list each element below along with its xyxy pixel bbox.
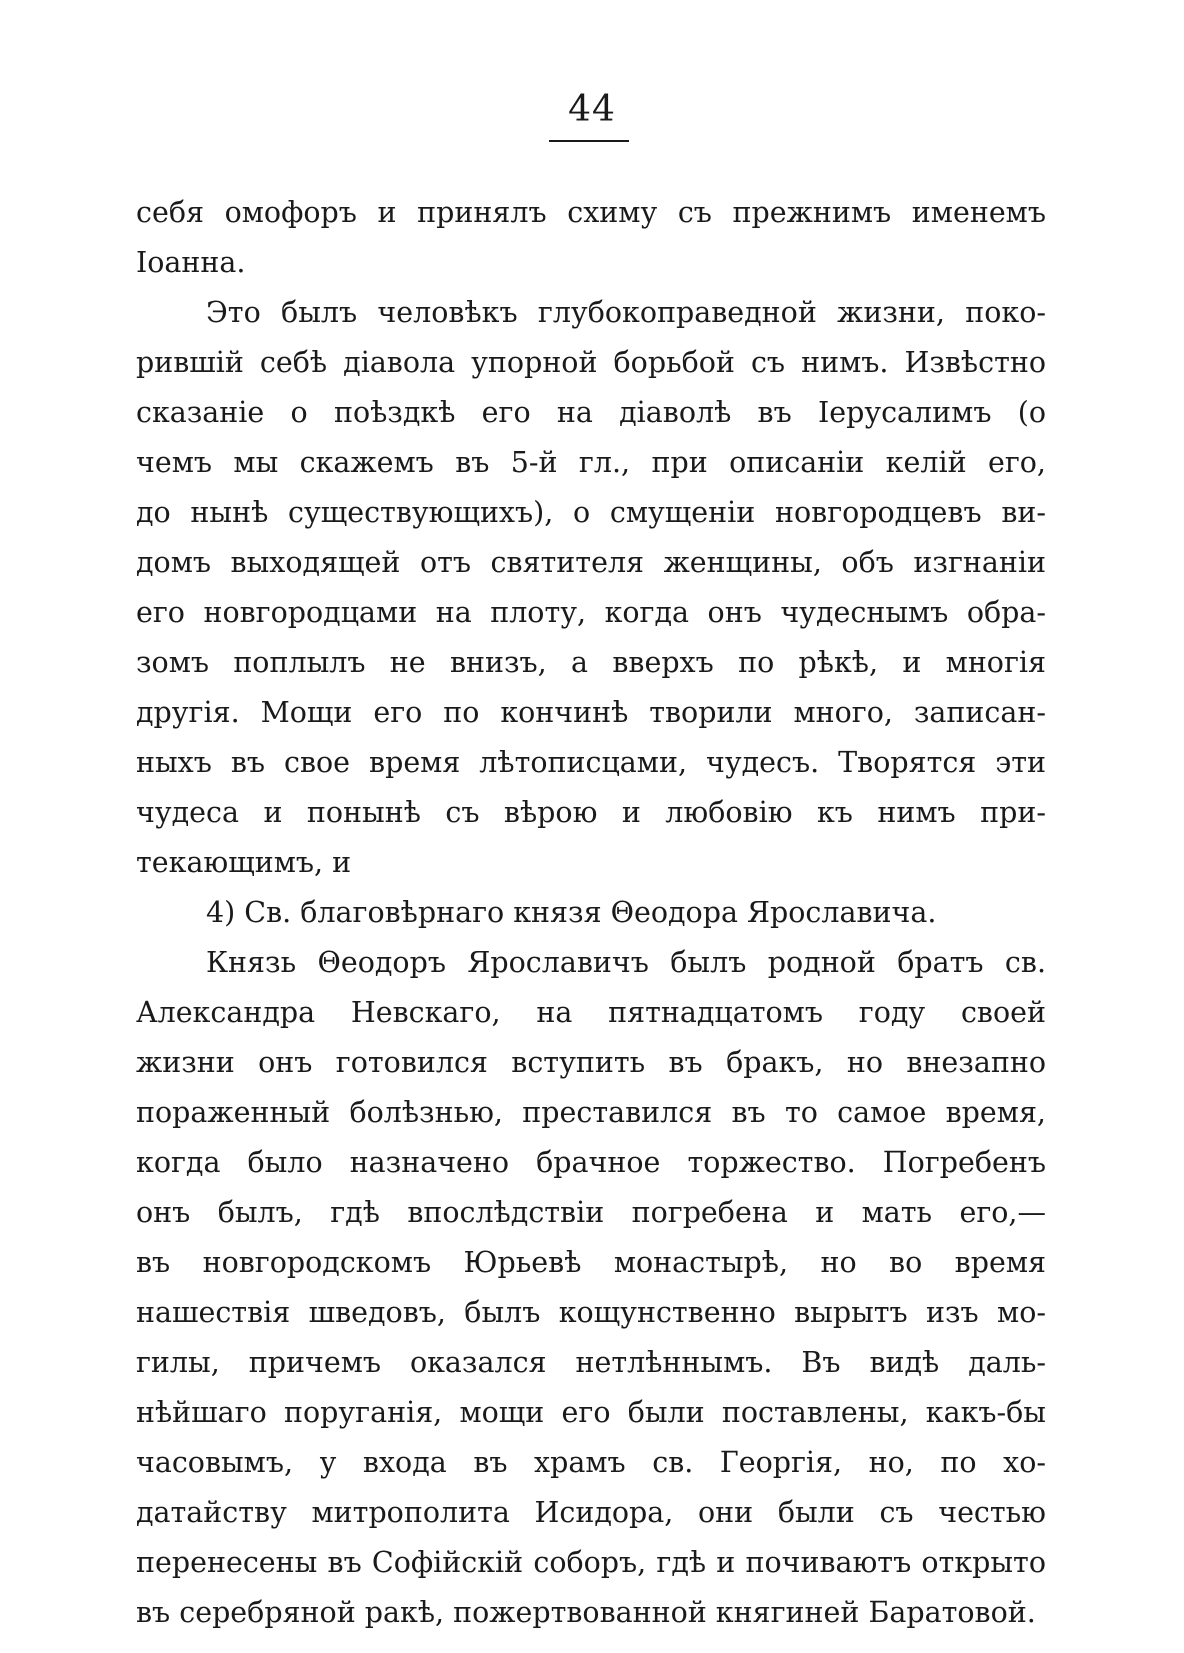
text-line: нашествія шведовъ, былъ кощунственно вырытъ изъ мо- — [136, 1296, 1046, 1329]
text-line: до нынѣ существующихъ), о смущеніи новгородцевъ ви- — [136, 496, 1046, 529]
text-line: Александра Невскаго, на пятнадцатомъ году своей — [136, 996, 1046, 1029]
text-line: въ новгородскомъ Юрьевѣ монастырѣ, но во время — [136, 1246, 1046, 1279]
text-line: его новгородцами на плоту, когда онъ чудеснымъ обра- — [136, 596, 1046, 629]
text-line: перенесены въ Софійскій соборъ, гдѣ и почиваютъ открыто — [136, 1546, 1046, 1579]
text-line: гилы, причемъ оказался нетлѣннымъ. Въ видѣ даль- — [136, 1346, 1046, 1379]
text-line: часовымъ, у входа въ храмъ св. Георгія, но, по хо- — [136, 1446, 1046, 1479]
body-text — [136, 188, 1046, 1638]
text-line: себя омофоръ и принялъ схиму съ прежнимъ именемъ — [136, 196, 1046, 229]
text-line: чудеса и понынѣ съ вѣрою и любовію къ нимъ при- — [136, 796, 1046, 829]
page-number: 44 — [568, 89, 616, 130]
text-line: рившій себѣ діавола упорной борьбой съ нимъ. Извѣстно — [136, 346, 1046, 379]
text-line: въ серебряной ракѣ, пожертвованной княгиней Баратовой. — [136, 1596, 1036, 1629]
text-line: Это былъ человѣкъ глубокоправедной жизни, поко- — [206, 296, 1046, 329]
text-line: когда было назначено брачное торжество. Погребенъ — [136, 1146, 1046, 1179]
text-line: датайству митрополита Исидора, они были съ честью — [136, 1496, 1046, 1529]
text-line: пораженный болѣзнью, преставился въ то самое время, — [136, 1096, 1046, 1129]
text-line: домъ выходящей отъ святителя женщины, объ изгнаніи — [136, 546, 1046, 579]
text-line: другія. Мощи его по кончинѣ творили много, записан- — [136, 696, 1046, 729]
page-number-rule — [549, 140, 629, 142]
text-line: жизни онъ готовился вступить въ бракъ, но внезапно — [136, 1046, 1046, 1079]
text-line: зомъ поплылъ не внизъ, а вверхъ по рѣкѣ, и многія — [136, 646, 1046, 679]
text-line: Іоанна. — [136, 246, 246, 279]
text-line: чемъ мы скажемъ въ 5-й гл., при описаніи келій его, — [136, 446, 1046, 479]
text-line: сказаніе о поѣздкѣ его на діаволѣ въ Іерусалимъ (о — [136, 396, 1046, 429]
text-line: онъ былъ, гдѣ впослѣдствіи погребена и мать его,— — [136, 1196, 1046, 1229]
text-line: ныхъ въ свое время лѣтописцами, чудесъ. Творятся эти — [136, 746, 1046, 779]
text-line: текающимъ, и — [136, 846, 352, 879]
text-line: Князь Θеодоръ Ярославичъ былъ родной братъ св. — [206, 946, 1046, 979]
text-line: нѣйшаго поруганія, мощи его были поставлены, какъ-бы — [136, 1396, 1046, 1429]
section-heading: 4) Св. благовѣрнаго князя Θеодора Ярославича. — [206, 896, 937, 929]
